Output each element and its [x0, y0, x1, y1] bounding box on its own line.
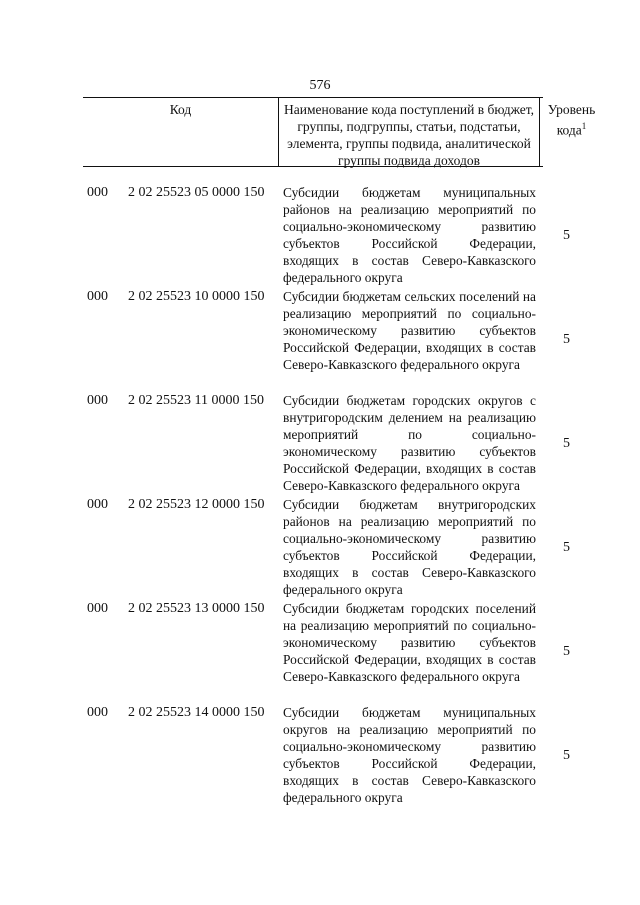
- row-code: 2 02 25523 11 0000 150: [128, 393, 264, 408]
- header-code: Код: [169, 102, 192, 117]
- table-row: [0, 600, 640, 704]
- page-number: 576: [309, 78, 331, 93]
- row-code: 2 02 25523 12 0000 150: [128, 497, 265, 512]
- table-row: [0, 288, 640, 392]
- row-name: Субсидии бюджетам муниципальных округов на реализацию мероприятий по социально-экономическому развитию субъектов Российской Федерации, входящих в состав Северо-Кавказского федерального округа: [283, 705, 536, 805]
- header-level: [540, 101, 603, 139]
- row-name: Субсидии бюджетам сельских поселений на реализацию мероприятий по социально-экономическому развитию субъектов Российской Федерации, входящих в состав Северо-Кавказского федерального округа: [283, 289, 536, 372]
- row-level: 5: [563, 644, 570, 659]
- row-code: 2 02 25523 14 0000 150: [128, 705, 265, 720]
- row-level: 5: [563, 436, 570, 451]
- table-body: [0, 184, 640, 808]
- row-prefix: 000: [87, 601, 108, 616]
- row-code: 2 02 25523 13 0000 150: [128, 601, 265, 616]
- row-level: 5: [563, 228, 570, 243]
- row-prefix: 000: [87, 185, 108, 200]
- row-level: 5: [563, 748, 570, 763]
- row-prefix: 000: [87, 705, 108, 720]
- table-row: [0, 392, 640, 496]
- row-code: 2 02 25523 05 0000 150: [128, 185, 265, 200]
- table-row: [0, 184, 640, 288]
- row-name: Субсидии бюджетам муниципальных районов на реализацию мероприятий по социально-экономическому развитию субъектов Российской Федерации, входящих в состав Северо-Кавказского федерального округа: [283, 185, 536, 285]
- row-code: 2 02 25523 10 0000 150: [128, 289, 265, 304]
- row-name: Субсидии бюджетам внутригородских районов на реализацию мероприятий по социально-экономическому развитию субъектов Российской Федерации, входящих в состав Северо-Кавказского федерального округа: [283, 497, 536, 597]
- row-prefix: 000: [87, 497, 108, 512]
- row-name: Субсидии бюджетам городских округов с внутригородским делением на реализацию мероприятий по социально-экономическому развитию субъектов Российской Федерации, входящих в состав Северо-Кавказского федерального округа: [283, 393, 536, 493]
- row-level: 5: [563, 332, 570, 347]
- table-row: [0, 496, 640, 600]
- header-level-footnote: 1: [581, 121, 587, 131]
- row-prefix: 000: [87, 393, 108, 408]
- table-row: [0, 704, 640, 808]
- row-name: Субсидии бюджетам городских поселений на реализацию мероприятий по социально-экономическому развитию субъектов Российской Федерации, входящих в состав Северо-Кавказского федерального округа: [283, 601, 536, 684]
- header-level-label: Уровень кода: [547, 102, 596, 138]
- row-level: 5: [563, 540, 570, 555]
- row-prefix: 000: [87, 289, 108, 304]
- header-name: Наименование кода поступлений в бюджет, группы, подгруппы, статьи, подстатьи, элемента, группы подвида, аналитической группы подвида доходов: [283, 102, 534, 168]
- table-header: [83, 97, 596, 168]
